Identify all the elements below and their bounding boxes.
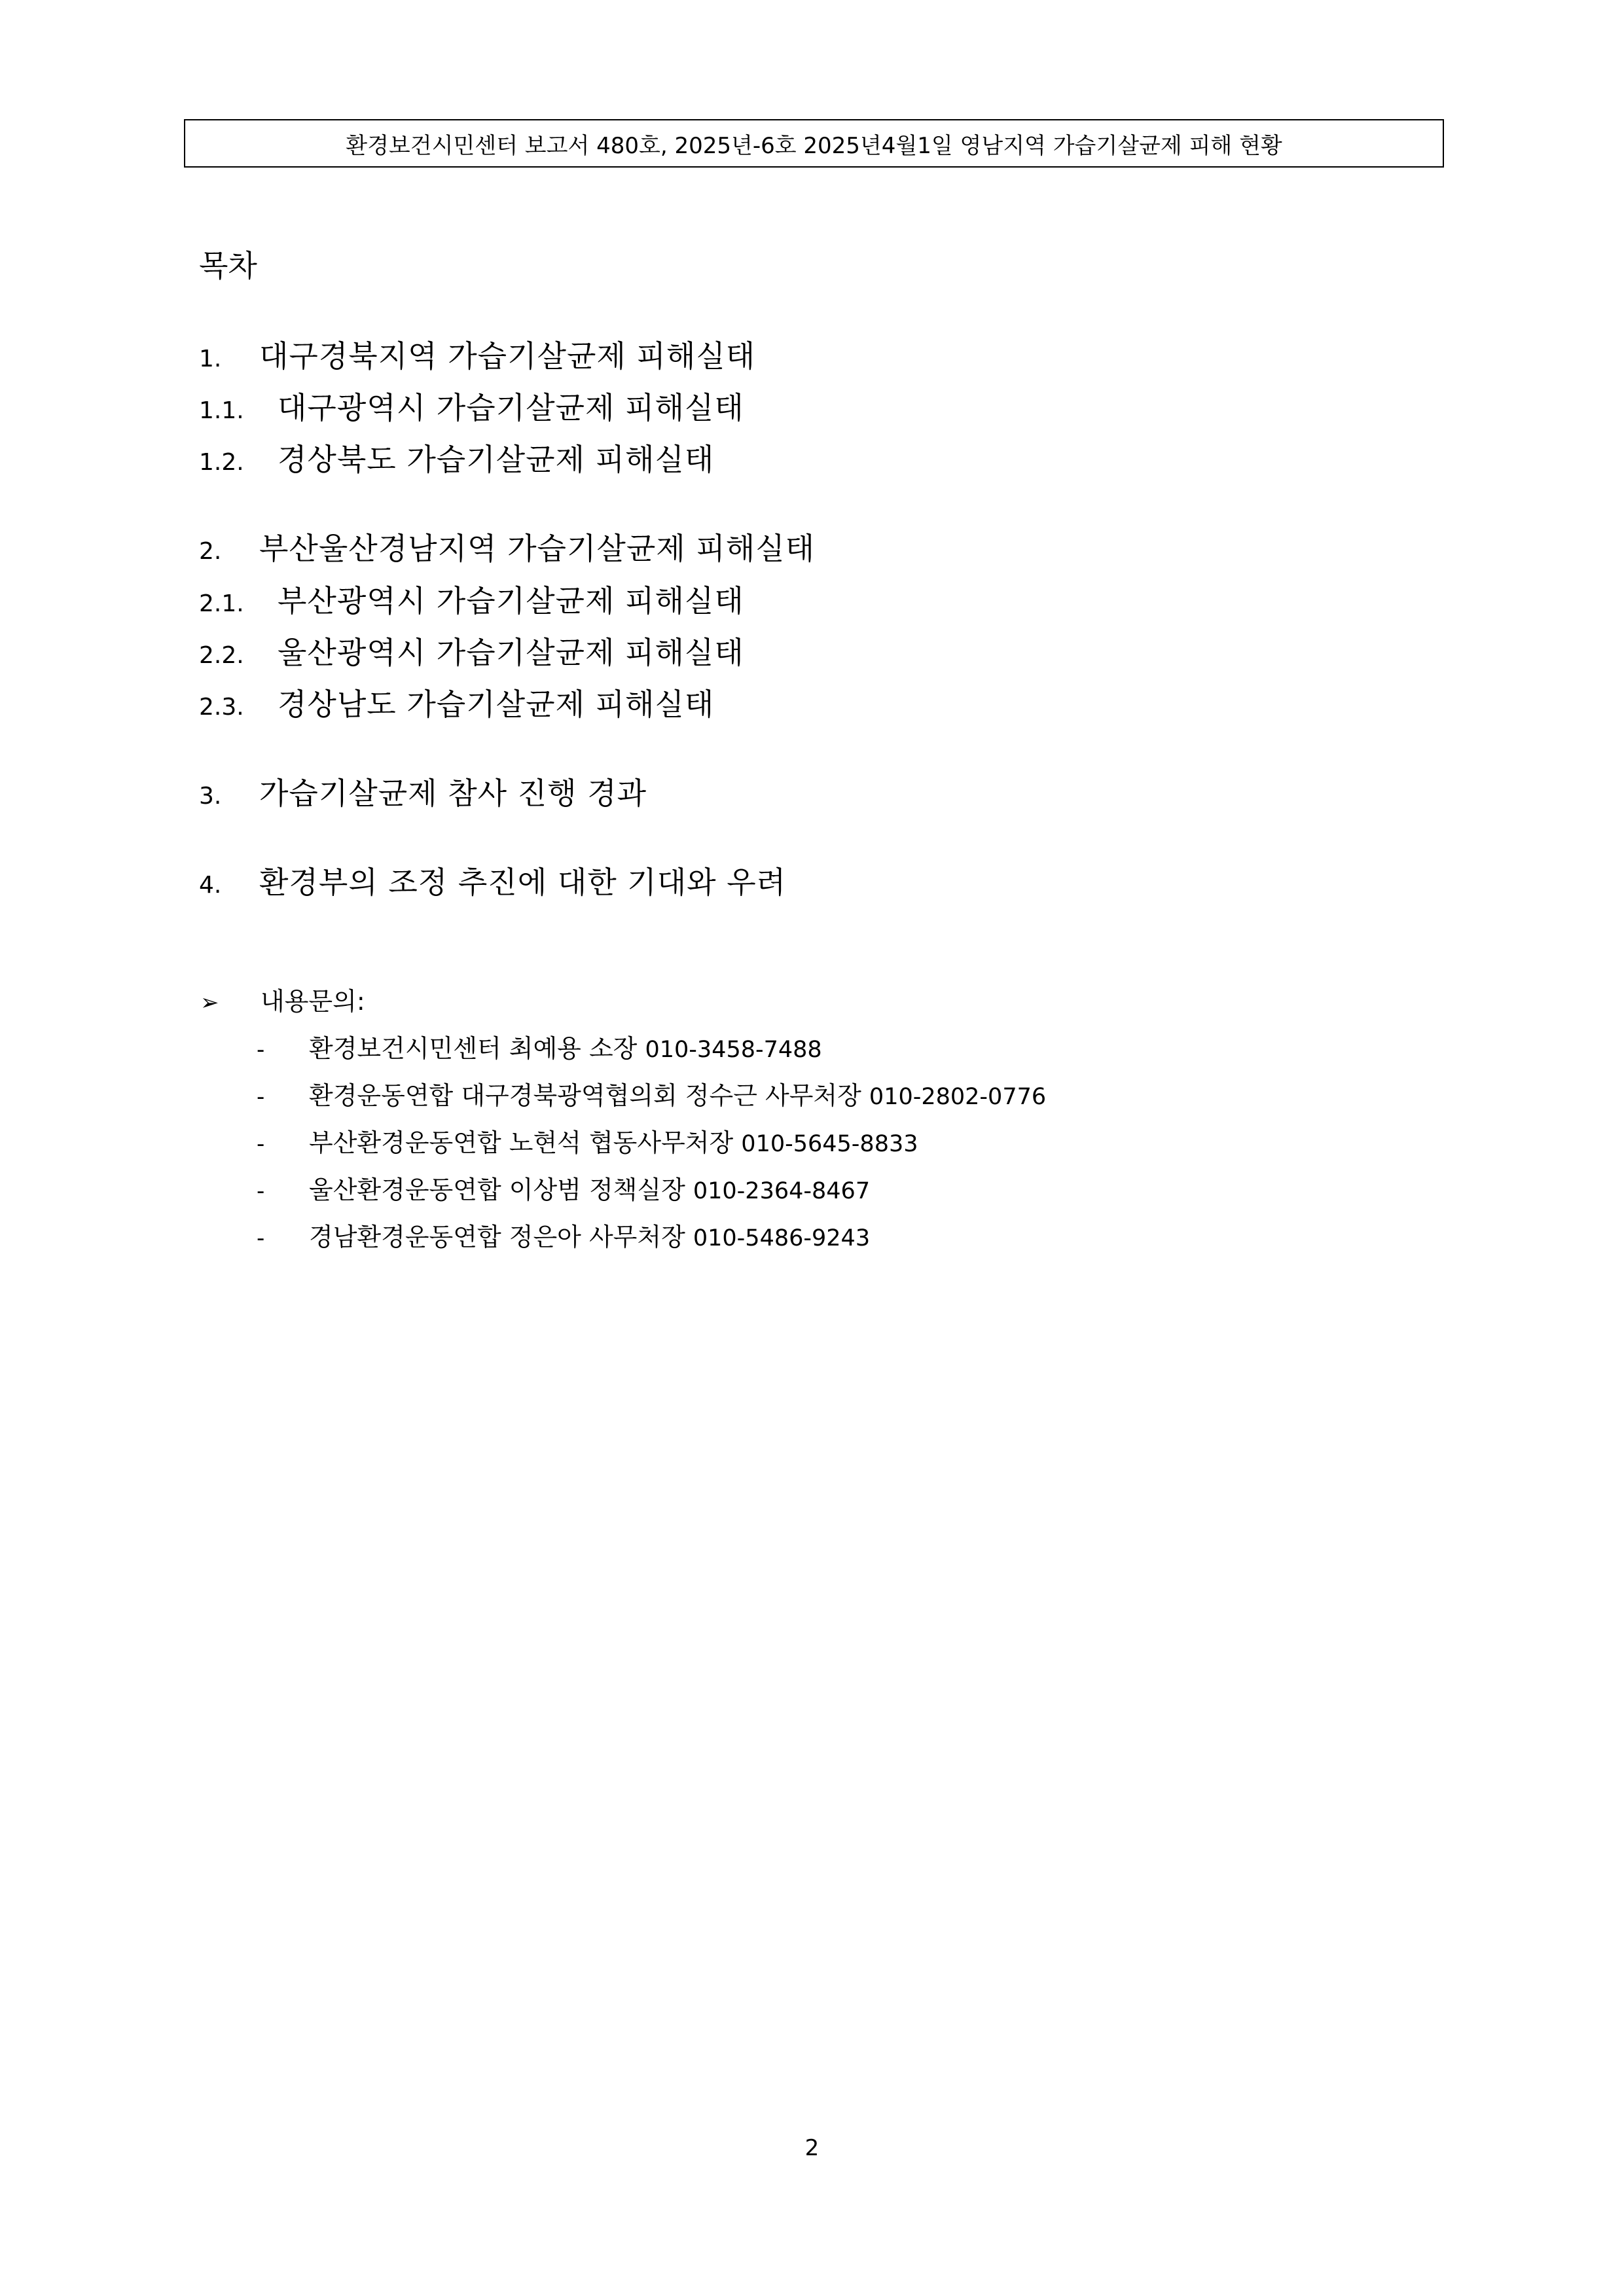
contact-phone: 010-2364-8467 (693, 1178, 871, 1204)
toc-item-text: 환경부의 조정 추진에 대한 기대와 우려 (259, 865, 787, 900)
dash-bullet: - (257, 1178, 265, 1204)
toc-item-text: 부산울산경남지역 가습기살균제 피해실태 (259, 531, 816, 566)
contact-phone: 010-2802-0776 (869, 1084, 1047, 1110)
contact-heading (200, 982, 365, 1022)
toc-title: 목차 (199, 248, 257, 283)
toc-item-1 (199, 336, 755, 379)
contact-item (257, 1217, 870, 1258)
contact-item (257, 1076, 1046, 1117)
contact-phone: 010-3458-7488 (645, 1037, 822, 1063)
toc-item-text: 울산광역시 가습기살균제 피해실태 (278, 635, 744, 670)
contact-phone: 010-5486-9243 (693, 1225, 871, 1251)
toc-item-text: 부산광역시 가습기살균제 피해실태 (278, 583, 744, 619)
toc-item-text: 대구경북지역 가습기살균제 피해실태 (259, 338, 756, 374)
toc-item-text: 경상남도 가습기살균제 피해실태 (278, 687, 715, 722)
toc-item-2-3 (199, 685, 714, 727)
toc-item-1-2 (199, 440, 714, 482)
toc-item-4 (199, 863, 786, 905)
contact-phone: 010-5645-8833 (741, 1131, 918, 1157)
toc-item-number: 2.2. (199, 642, 244, 669)
toc-item-text: 경상북도 가습기살균제 피해실태 (278, 442, 715, 477)
contact-item (257, 1170, 870, 1211)
dash-bullet: - (257, 1037, 265, 1063)
toc-item-number: 2.1. (199, 590, 244, 617)
toc-item-1-1 (199, 388, 744, 431)
contact-item (257, 1029, 822, 1069)
toc-item-text: 가습기살균제 참사 진행 경과 (259, 776, 647, 811)
toc-item-number: 1.1. (199, 397, 244, 424)
toc-item-number: 1.2. (199, 449, 244, 476)
toc-item-number: 3. (199, 783, 222, 810)
contact-name: 환경운동연합 대구경북광역협의회 정수근 사무처장 (309, 1081, 861, 1110)
toc-item-3 (199, 774, 647, 816)
dash-bullet: - (257, 1131, 265, 1157)
arrow-bullet-icon: ➢ (200, 990, 219, 1016)
contact-name: 울산환경운동연합 이상범 정책실장 (309, 1175, 685, 1204)
toc-item-number: 1. (199, 346, 222, 372)
contact-name: 부산환경운동연합 노현석 협동사무처장 (309, 1128, 734, 1157)
dash-bullet: - (257, 1225, 265, 1251)
toc-item-number: 4. (199, 872, 222, 899)
toc-item-2-1 (199, 581, 744, 624)
report-header-text: 환경보건시민센터 보고서 480호, 2025년-6호 2025년4월1일 영남지역 가습기살균제 피해 현황 (346, 132, 1282, 159)
page-number: 2 (804, 2135, 820, 2161)
toc-item-text: 대구광역시 가습기살균제 피해실태 (278, 390, 744, 425)
contact-name: 환경보건시민센터 최예용 소장 (309, 1034, 638, 1063)
contact-name: 경남환경운동연합 정은아 사무처장 (309, 1223, 685, 1251)
toc-item-number: 2. (199, 538, 222, 565)
contact-heading-text: 내용문의: (261, 987, 365, 1016)
contact-item (257, 1123, 918, 1164)
toc-item-2 (199, 529, 815, 571)
report-header (184, 119, 1444, 168)
dash-bullet: - (257, 1084, 265, 1110)
toc-item-2-2 (199, 633, 744, 675)
toc-item-number: 2.3. (199, 694, 244, 721)
